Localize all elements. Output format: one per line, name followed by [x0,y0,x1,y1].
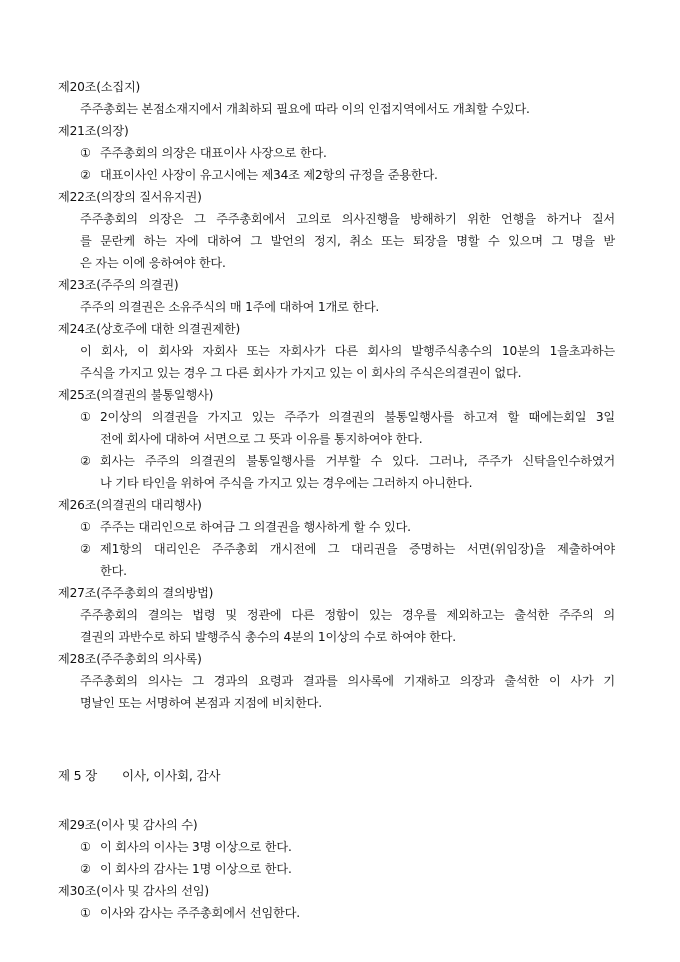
article-text: 주주의 의결권은 소유주식의 매 1주에 대하여 1개로 한다. [80,300,380,314]
article-text: 은 자는 이에 응하여야 한다. [80,256,226,270]
article-text: 주주총회는 본점소재지에서 개최하되 필요에 따라 이의 인접지역에서도 개최할 수있다. [80,102,530,116]
clause-text: 이사와 감사는 주주총회에서 선임한다. [100,906,300,920]
article-text: 주주총회의 의사는 그 경과의 요령과 결과를 의사록에 기재하고 의장과 출석한 이 사가 기 [80,674,615,688]
clause-text: 이 회사의 이사는 3명 이상으로 한다. [100,840,292,854]
article-clause [0,836,680,858]
clause-number: ① [80,410,91,424]
clause-text: 이 회사의 감사는 1명 이상으로 한다. [100,862,292,876]
article-heading: 제26조(의결권의 대리행사) [58,498,202,512]
clause-text: 회사는 주주의 의결권의 불통일행사를 거부할 수 있다. 그러나, 주주가 신탁을인수하였거 [100,454,615,468]
clause-continuation: 전에 회사에 대하여 서면으로 그 뜻과 이유를 통지하여야 한다. [100,432,423,446]
document-page [0,76,680,924]
article-clause [0,858,680,880]
clause-number: ② [80,862,91,876]
clause-number: ① [80,906,91,920]
clause-number: ② [80,168,91,182]
article-heading: 제29조(이사 및 감사의 수) [58,818,198,832]
articles-section-b [0,814,680,924]
article-heading: 제28조(주주총회의 의사록) [58,652,202,666]
clause-text: 제1항의 대리인은 주주총회 개시전에 그 대리권을 증명하는 서면(위임장)을 제출하여야 [100,542,615,556]
article-clause [0,516,680,538]
clause-number: ① [80,146,91,160]
article-text: 명날인 또는 서명하여 본점과 지점에 비치한다. [80,696,322,710]
section-spacer [0,714,680,764]
article-clause [0,142,680,164]
article-heading: 제25조(의결권의 불통일행사) [58,388,214,402]
article-clause [0,164,680,186]
article-heading: 제22조(의장의 질서유지권) [58,190,202,204]
chapter-title: 이사, 이사회, 감사 [122,768,221,783]
article-clause [0,450,615,472]
clause-text: 주주총회의 의장은 대표이사 사장으로 한다. [100,146,327,160]
article-heading: 제27조(주주총회의 결의방법) [58,586,214,600]
article-text: 주주총회의 의장은 그 주주총회에서 고의로 의사진행을 방해하기 위한 언행을 하거나 질서 [80,212,615,226]
article-text: 를 문란케 하는 자에 대하여 그 발언의 정지, 취소 또는 퇴장을 명할 수 있으며 그 명을 받 [80,234,615,248]
article-heading: 제21조(의장) [58,124,129,138]
clause-number: ② [80,542,91,556]
article-heading: 제20조(소집지) [58,80,141,94]
article-clause [0,406,615,428]
clause-number: ① [80,520,91,534]
article-clause [0,902,680,924]
clause-text: 주주는 대리인으로 하여금 그 의결권을 행사하게 할 수 있다. [100,520,411,534]
section-spacer [0,788,680,814]
chapter-number: 제 5 장 [58,768,98,783]
article-heading: 제30조(이사 및 감사의 선임) [58,884,209,898]
article-heading: 제24조(상호주에 대한 의결권제한) [58,322,241,336]
article-text: 주식을 가지고 있는 경우 그 다른 회사가 가지고 있는 이 회사의 주식은의결권이 없다. [80,366,522,380]
clause-number: ② [80,454,91,468]
article-text: 결권의 과반수로 하되 발행주식 총수의 4분의 1이상의 수로 하여야 한다. [80,630,456,644]
clause-continuation: 한다. [100,564,127,578]
article-heading: 제23조(주주의 의결권) [58,278,179,292]
article-text: 주주총회의 결의는 법령 및 정관에 다른 정함이 있는 경우를 제외하고는 출석한 주주의 의 [80,608,615,622]
article-clause [0,538,615,560]
clause-number: ① [80,840,91,854]
clause-text: 2이상의 의결권을 가지고 있는 주주가 의결권의 불통일행사를 하고져 할 때에는회일 3일 [100,410,615,424]
chapter-heading [0,764,680,788]
articles-section-a [0,76,680,714]
clause-text: 대표이사인 사장이 유고시에는 제34조 제2항의 규정을 준용한다. [100,168,438,182]
article-text: 이 회사, 이 회사와 자회사 또는 자회사가 다른 회사의 발행주식총수의 10분의 1을초과하는 [80,344,615,358]
clause-continuation: 나 기타 타인을 위하여 주식을 가지고 있는 경우에는 그러하지 아니한다. [100,476,473,490]
